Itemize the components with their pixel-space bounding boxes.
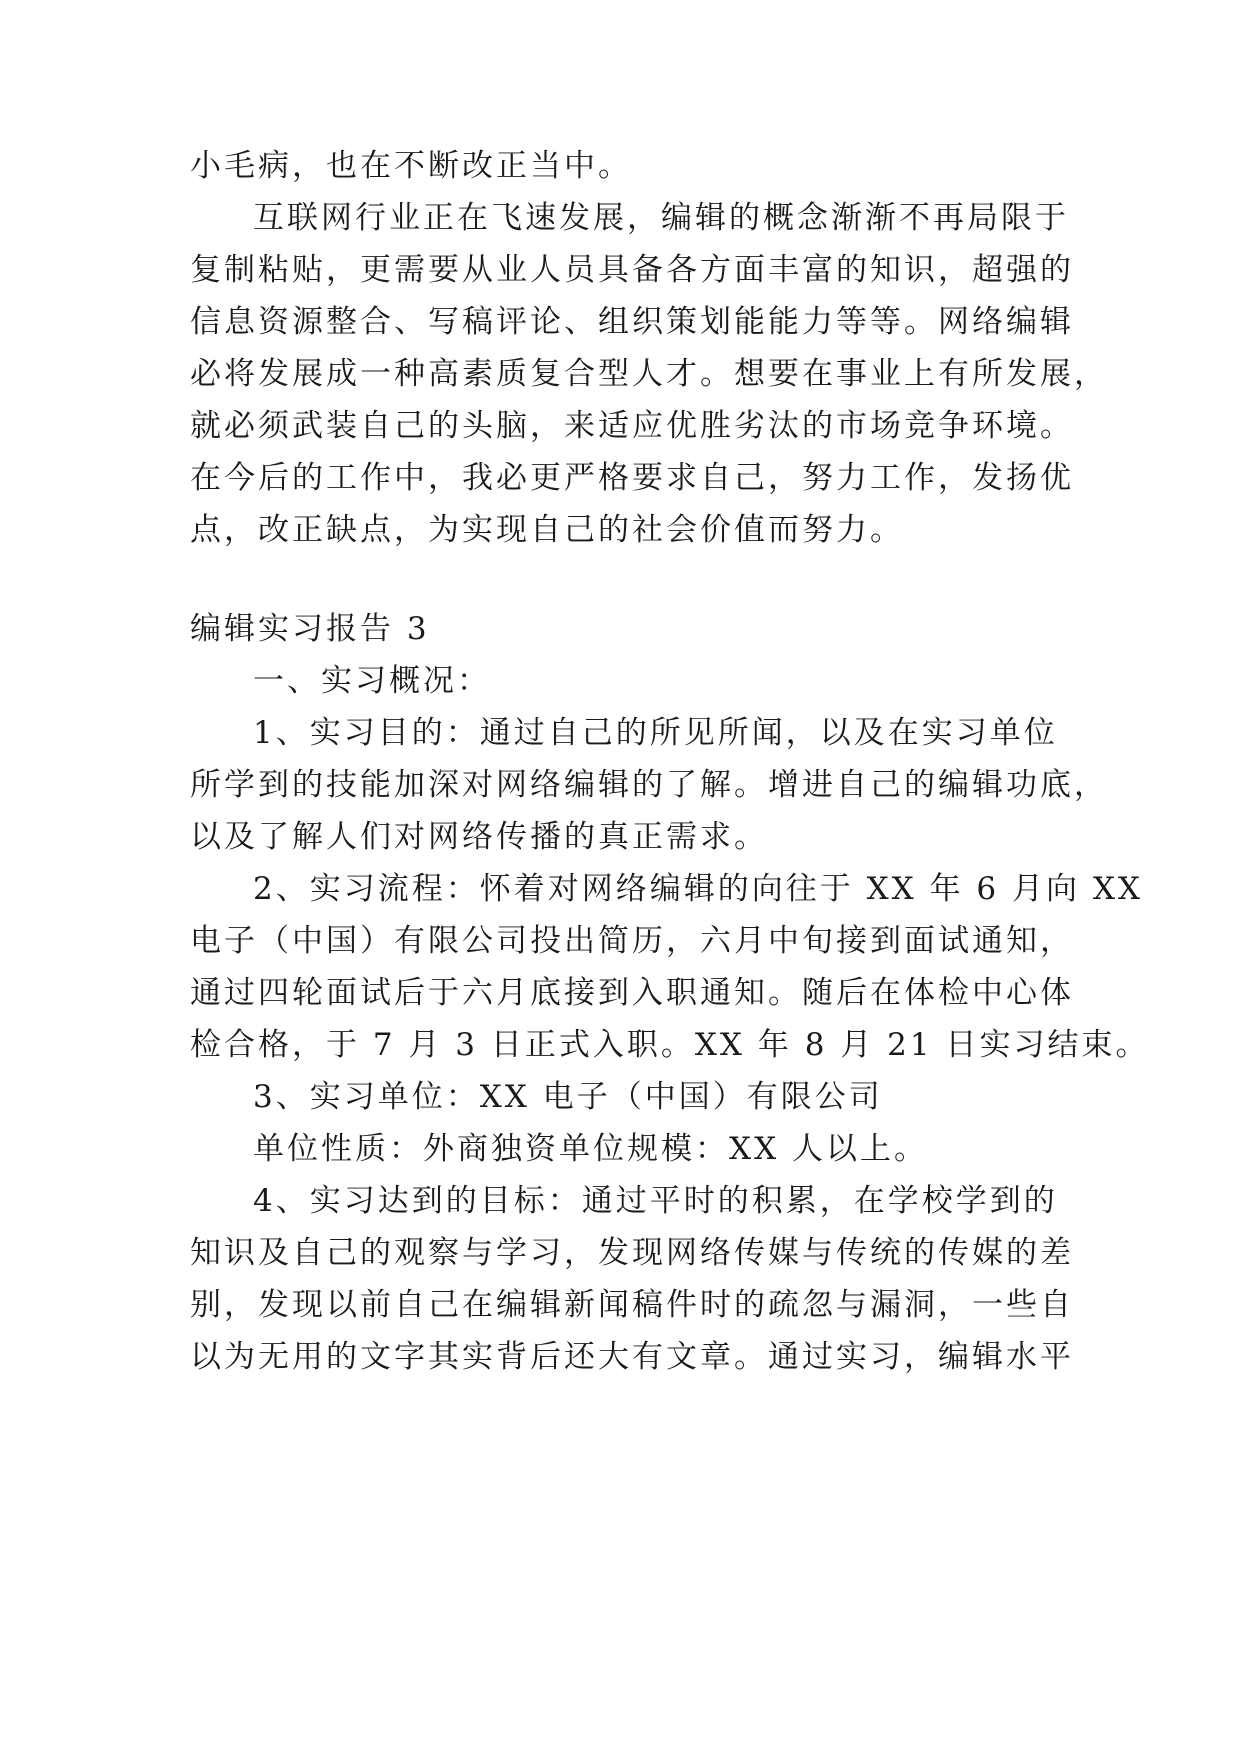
report-title: 编辑实习报告 3 <box>190 611 430 647</box>
paragraph-industry-line: 互联网行业正在飞速发展，编辑的概念渐渐不再局限于 <box>253 200 1069 236</box>
paragraph-continued-line: 小毛病，也在不断改正当中。 <box>190 148 632 184</box>
item-4-line: 别，发现以前自己在编辑新闻稿件时的疏忽与漏洞，一些自 <box>190 1287 1074 1323</box>
paragraph-industry-line: 必将发展成一种高素质复合型人才。想要在事业上有所发展， <box>190 356 1108 392</box>
item-4-line: 知识及自己的观察与学习，发现网络传媒与传统的传媒的差 <box>190 1235 1074 1271</box>
section-heading: 一、实习概况： <box>253 663 491 699</box>
paragraph-industry-line: 就必须武装自己的头脑，来适应优胜劣汰的市场竞争环境。 <box>190 408 1074 444</box>
unit-nature-line: 单位性质：外商独资单位规模：XX 人以上。 <box>253 1131 928 1167</box>
paragraph-industry-line: 信息资源整合、写稿评论、组织策划能能力等等。网络编辑 <box>190 304 1074 340</box>
item-1-line: 以及了解人们对网络传播的真正需求。 <box>190 819 768 855</box>
item-1-line: 1、实习目的：通过自己的所见所闻，以及在实习单位 <box>253 715 1058 751</box>
item-2-line: 2、实习流程：怀着对网络编辑的向往于 XX 年 6 月向 XX <box>253 871 1143 907</box>
paragraph-industry-line: 复制粘贴，更需要从业人员具备各方面丰富的知识，超强的 <box>190 252 1074 288</box>
item-4-line: 以为无用的文字其实背后还大有文章。通过实习，编辑水平 <box>190 1339 1074 1375</box>
item-2-line: 电子（中国）有限公司投出简历，六月中旬接到面试通知， <box>190 923 1074 959</box>
paragraph-industry-line: 点，改正缺点，为实现自己的社会价值而努力。 <box>190 512 904 548</box>
item-2-line: 检合格，于 7 月 3 日正式入职。XX 年 8 月 21 日实习结束。 <box>190 1027 1150 1063</box>
item-4-line: 4、实习达到的目标：通过平时的积累，在学校学到的 <box>253 1183 1058 1219</box>
paragraph-industry-line: 在今后的工作中，我必更严格要求自己，努力工作，发扬优 <box>190 460 1074 496</box>
item-2-line: 通过四轮面试后于六月底接到入职通知。随后在体检中心体 <box>190 975 1074 1011</box>
item-3-line: 3、实习单位：XX 电子（中国）有限公司 <box>253 1079 883 1115</box>
item-1-line: 所学到的技能加深对网络编辑的了解。增进自己的编辑功底， <box>190 767 1108 803</box>
